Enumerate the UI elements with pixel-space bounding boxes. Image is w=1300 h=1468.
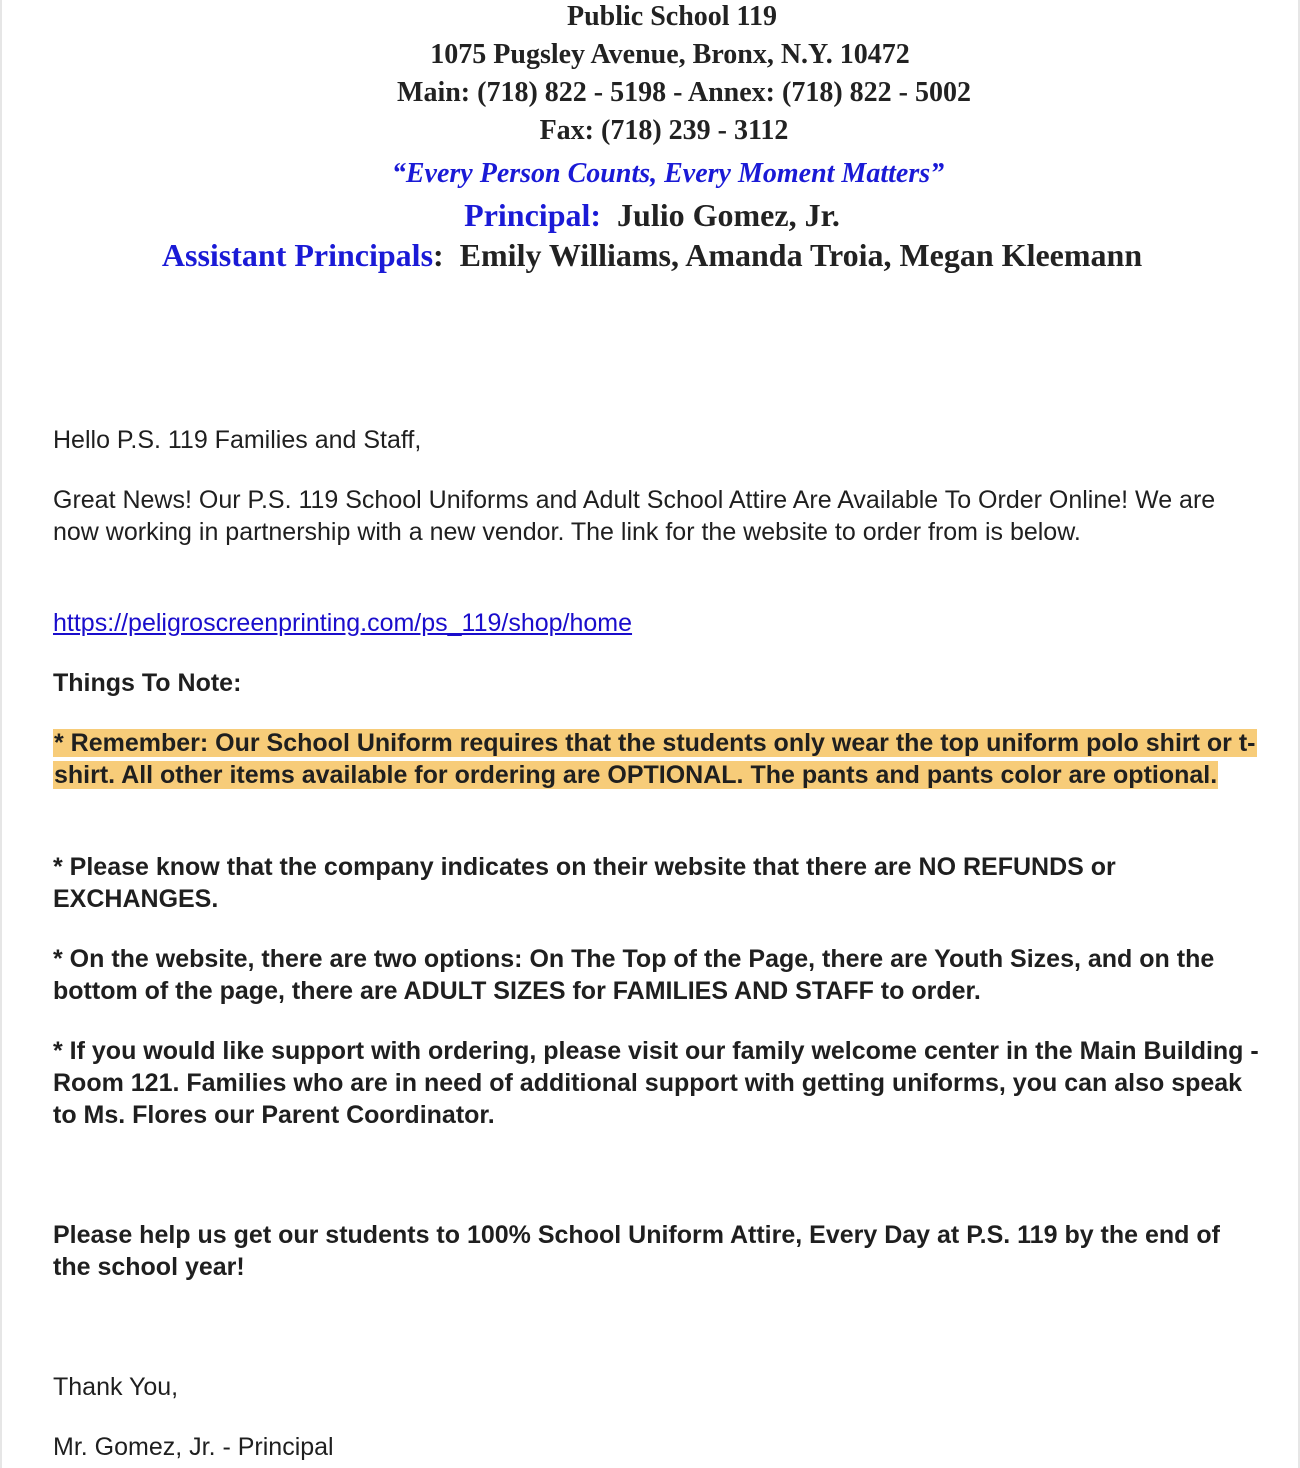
greeting: Hello P.S. 119 Families and Staff, bbox=[53, 426, 422, 454]
sign-off: Thank You, bbox=[53, 1373, 179, 1401]
note-no-refunds: * Please know that the company indicates on their website that there are NO REFUNDS or EXCHANGES. bbox=[53, 853, 1116, 913]
school-motto: “Every Person Counts, Every Moment Matters” bbox=[391, 158, 945, 189]
signature: Mr. Gomez, Jr. - Principal bbox=[53, 1433, 334, 1461]
note-size-options: * On the website, there are two options: On The Top of the Page, there are Youth Sizes, and on the bottom of the page, there are ADULT SIZES for FAMILIES AND STAFF to order. bbox=[53, 945, 1215, 1005]
principal-name: Julio Gomez, Jr. bbox=[617, 197, 840, 233]
principal-label: Principal: bbox=[464, 197, 602, 233]
closing-appeal: Please help us get our students to 100% School Uniform Attire, Every Day at P.S. 119 by the end of the school year! bbox=[53, 1221, 1220, 1281]
school-phones: Main: (718) 822 - 5198 - Annex: (718) 822 - 5002 bbox=[397, 77, 971, 108]
assistant-principals-names: Emily Williams, Amanda Troia, Megan Kleemann bbox=[459, 237, 1143, 273]
assistant-principals-colon: : bbox=[433, 237, 444, 273]
highlighted-note: * Remember: Our School Uniform requires that the students only wear the top uniform polo shirt or t-shirt. All other items available for ordering are OPTIONAL. The pants and pants color are optional. bbox=[54, 729, 1256, 789]
assistant-principals-label: Assistant Principals bbox=[161, 237, 434, 273]
assistant-principals-line bbox=[0, 235, 1300, 275]
principal-line bbox=[0, 195, 1300, 235]
intro-paragraph: Great News! Our P.S. 119 School Uniforms and Adult School Attire Are Available To Order Online! We are now working in partnership with a new vendor. The link for the website to order from is below. bbox=[53, 486, 1216, 546]
note-uniform-requirement bbox=[53, 727, 1263, 791]
note-ordering-support: * If you would like support with ordering, please visit our family welcome center in the Main Building - Room 121. Families who are in need of additional support with getting uniforms, you can also speak to Ms. Flores our Parent Coordinator. bbox=[53, 1037, 1259, 1129]
order-link[interactable]: https://peligroscreenprinting.com/ps_119/shop/home bbox=[53, 609, 633, 637]
order-link-paragraph bbox=[53, 607, 1263, 639]
school-address: 1075 Pugsley Avenue, Bronx, N.Y. 10472 bbox=[430, 39, 910, 70]
notes-heading: Things To Note: bbox=[53, 669, 242, 697]
school-fax: Fax: (718) 239 - 3112 bbox=[539, 115, 789, 146]
school-name: Public School 119 bbox=[566, 1, 778, 32]
